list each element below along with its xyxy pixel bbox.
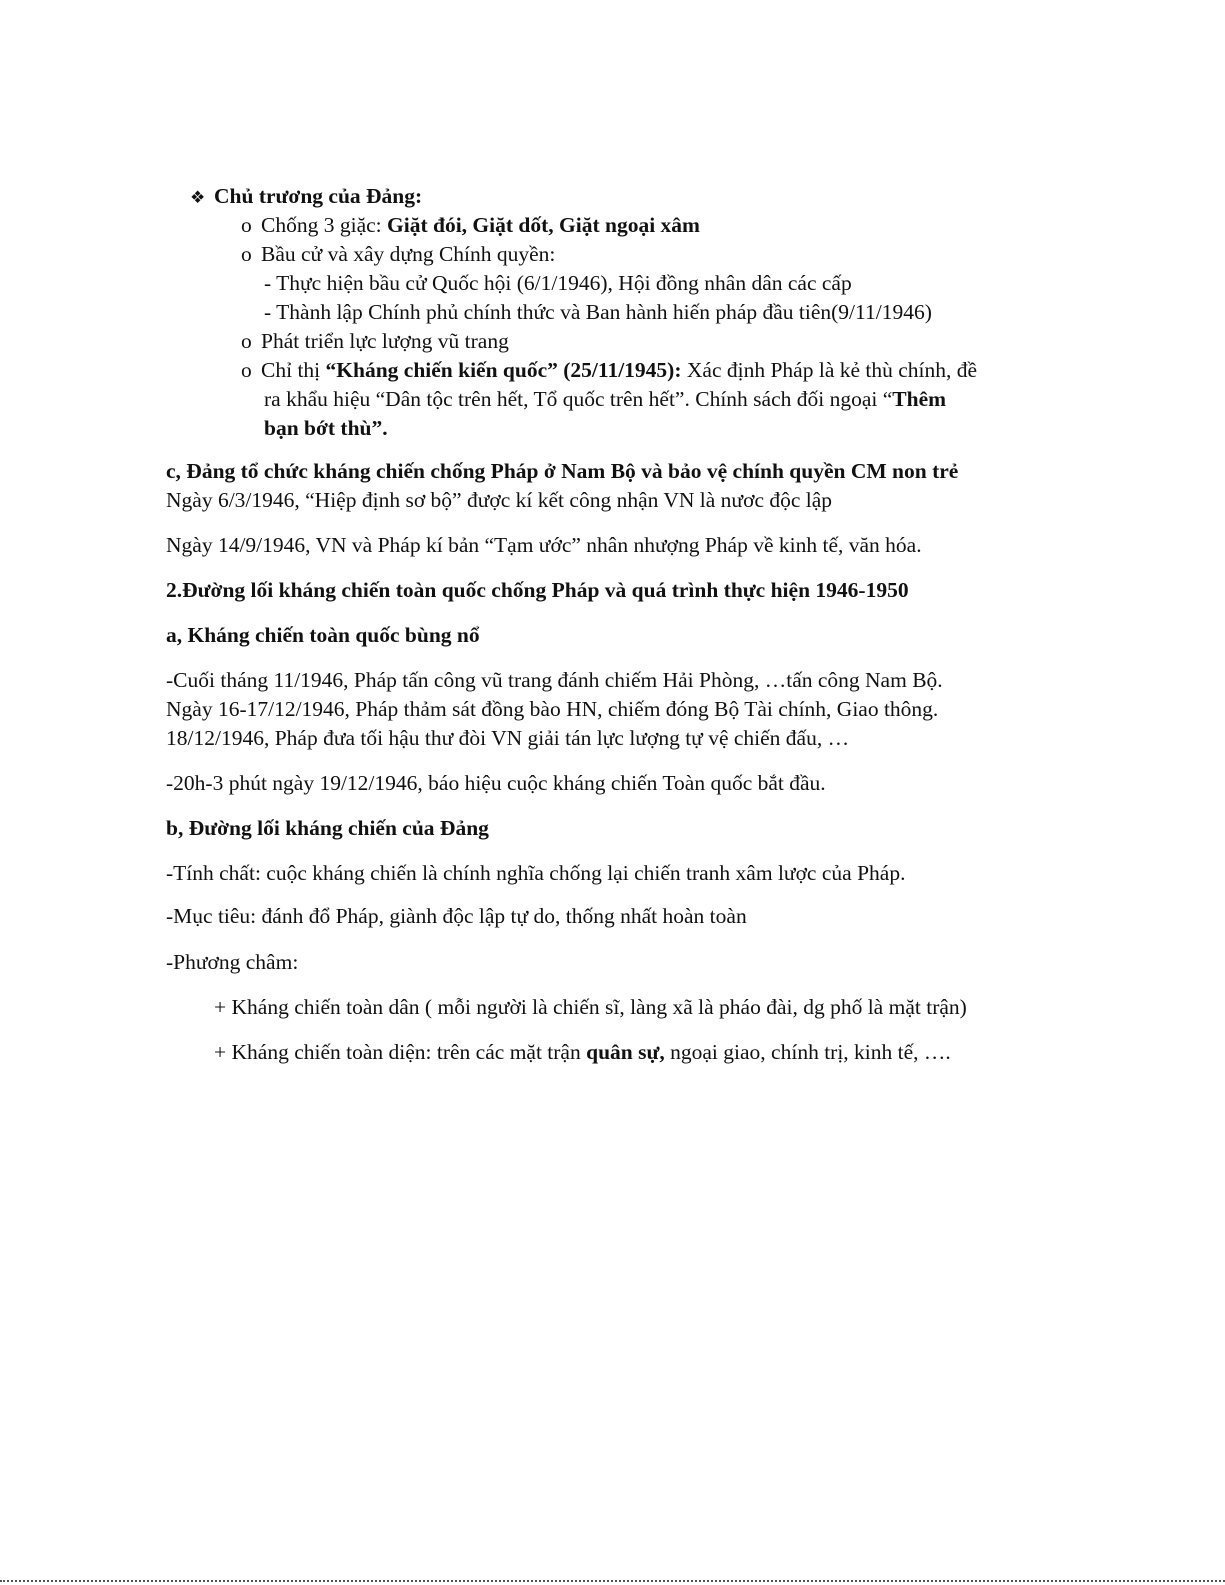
list-item-continuation [264,385,946,414]
item-text: Bầu cử và xây dựng Chính quyền: [261,242,556,266]
list-item [241,356,977,385]
paragraph-line: -Cuối tháng 11/1946, Pháp tấn công vũ trang đánh chiếm Hải Phòng, …tấn công Nam Bộ. [166,668,943,692]
paragraph-line: 18/12/1946, Pháp đưa tối hậu thư đòi VN giải tán lực lượng tự vệ chiến đấu, … [166,726,850,750]
paragraph: Ngày 14/9/1946, VN và Pháp kí bản “Tạm ước” nhân nhượng Pháp về kinh tế, văn hóa. [166,533,922,557]
paragraph-line: Ngày 16-17/12/1946, Pháp thảm sát đồng bào HN, chiếm đóng Bộ Tài chính, Giao thông. [166,697,939,721]
list-item [241,211,700,240]
paragraph: -Phương châm: [166,950,299,974]
sub-list-item: - Thực hiện bầu cử Quốc hội (6/1/1946), Hội đồng nhân dân các cấp [264,271,852,295]
section-heading-a [166,621,480,650]
section-heading-c [166,457,958,486]
section-heading-policy [190,182,422,212]
item-text: Chống 3 giặc: [261,213,387,237]
paragraph-indented: + Kháng chiến toàn dân ( mỗi người là chiến sĩ, làng xã là pháo đài, dg phố là mặt trận) [214,995,967,1019]
heading-text: b, Đường lối kháng chiến của Đảng [166,816,489,840]
list-item-continuation [264,414,388,443]
sub-list-item: - Thành lập Chính phủ chính thức và Ban hành hiến pháp đầu tiên(9/11/1946) [264,300,932,324]
item-bold-text: “Kháng chiến kiến quốc” (25/11/1945): [325,358,682,382]
item-text: Xác định Pháp là kẻ thù chính, đề [681,358,978,382]
section-heading-2 [166,576,909,605]
paragraph-text: ngoại giao, chính trị, kinh tế, …. [664,1040,951,1064]
page-bottom-edge [0,1580,1225,1582]
item-text: ra khẩu hiệu “Dân tộc trên hết, Tổ quốc trên hết”. Chính sách đối ngoại “ [264,387,893,411]
paragraph-indented [214,1038,951,1067]
paragraph-text: + Kháng chiến toàn diện: trên các mặt trận [214,1040,587,1064]
item-bold-text: bạn bớt thù”. [264,416,388,440]
section-heading-b [166,814,489,843]
heading-text: a, Kháng chiến toàn quốc bùng nổ [166,623,480,647]
list-item [241,240,555,269]
item-text: Phát triển lực lượng vũ trang [261,329,509,353]
list-item [241,327,509,356]
heading-text: Chủ trương của Đảng: [214,184,423,208]
paragraph: Ngày 6/3/1946, “Hiệp định sơ bộ” được kí kết công nhận VN là nươc độc lập [166,488,833,512]
paragraph: -20h-3 phút ngày 19/12/1946, báo hiệu cuộc kháng chiến Toàn quốc bắt đầu. [166,771,826,795]
circle-bullet-icon: o [241,358,252,382]
paragraph-bold-text: quân sự, [586,1040,665,1064]
circle-bullet-icon: o [241,213,252,237]
item-bold-text: Giặt đói, Giặt dốt, Giặt ngoại xâm [387,213,700,237]
circle-bullet-icon: o [241,329,252,353]
heading-text: c, Đảng tổ chức kháng chiến chống Pháp ở Nam Bộ và bảo vệ chính quyền CM non trẻ [166,459,959,483]
paragraph: -Tính chất: cuộc kháng chiến là chính nghĩa chống lại chiến tranh xâm lược của Pháp. [166,861,906,885]
item-text: Chỉ thị [261,358,326,382]
item-bold-text: Thêm [892,387,947,411]
paragraph: -Mục tiêu: đánh đổ Pháp, giành độc lập tự do, thống nhất hoàn toàn [166,904,747,928]
heading-text: 2.Đường lối kháng chiến toàn quốc chống Pháp và quá trình thực hiện 1946-1950 [166,578,909,602]
diamond-bullet-icon: ❖ [190,188,206,207]
circle-bullet-icon: o [241,242,252,266]
